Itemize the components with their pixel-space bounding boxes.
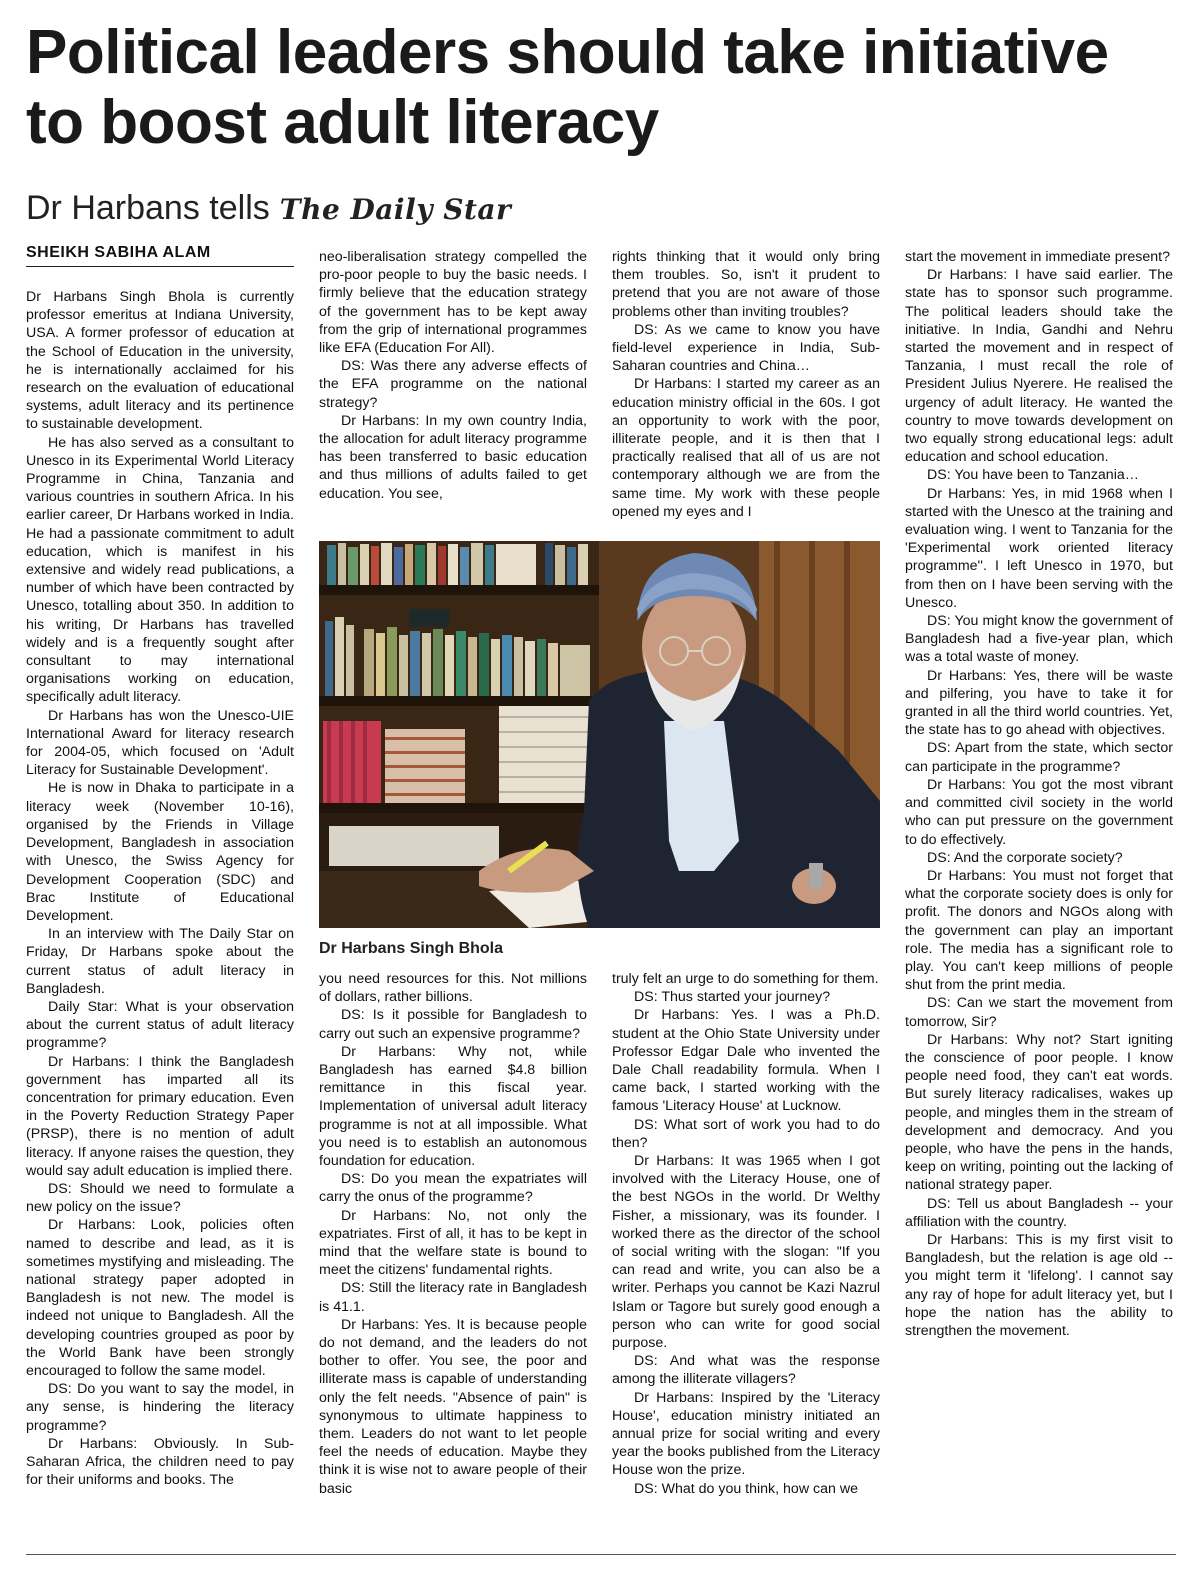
photo-caption: Dr Harbans Singh Bhola (319, 940, 504, 957)
paragraph: Dr Harbans: You got the most vibrant and committed civil society in the world who can put pressure on the government to do effectively. (905, 776, 1173, 848)
paragraph: Dr Harbans Singh Bhola is currently professor emeritus at Indiana University, USA. A former professor of education at the School of Education in the university, he is internationally acclaimed for his research on the evaluation of educational systems, adult literacy and its pertinence to sustainable development. (26, 289, 294, 433)
paragraph: DS: And what was the response among the illiterate villagers? (612, 1353, 880, 1388)
paragraph: Dr Harbans: Why not, while Bangladesh has earned $4.8 billion remittance in this fiscal year. Implementation of universal adult literacy programme is not at all impossible. What you need is to establish an autonomous foundation for education. (319, 1043, 587, 1170)
paragraph: DS: Still the literacy rate in Bangladesh is 41.1. (319, 1280, 587, 1315)
paragraph: you need resources for this. Not millions of dollars, rather billions. (319, 971, 587, 1006)
paragraph: DS: Should we need to formulate a new policy on the issue? (26, 1180, 294, 1216)
column-4 (905, 248, 1173, 1544)
paragraph: DS: Thus started your journey? (634, 989, 831, 1006)
paragraph: rights thinking that it would only bring them troubles. So, isn't it prudent to pretend that you are not aware of those problems other than inviting troubles? (612, 249, 880, 320)
paragraph: Dr Harbans: Yes. It is because people do not demand, and the leaders do not bother to offer. You see, the poor and illiterate mass is capable of understanding only the felt needs. "Absence of pain" is synonymous to ultimate happiness to them. Leaders do not want to let people feel the needs of education. Maybe they think it is wise not to aware people of their basic (319, 1316, 587, 1497)
paragraph: In an interview with The Daily Star on Friday, Dr Harbans spoke about the current status of adult literacy in Bangladesh. (26, 926, 294, 997)
subheadline (26, 188, 511, 230)
paragraph: He is now in Dhaka to participate in a literacy week (November 10-16), organised by the Friends in Village Development, Bangladesh in association with Unesco, the Swiss Agency for Development Cooperation (SDC) and Brac Institute of Educational Development. (26, 780, 294, 924)
paragraph: DS: Do you want to say the model, in any sense, is hindering the literacy programme? (26, 1381, 294, 1434)
paragraph: DS: Tell us about Bangladesh -- your affiliation with the country. (905, 1195, 1173, 1230)
bottom-rule (26, 1554, 1176, 1555)
paragraph: Dr Harbans: No, not only the expatriates. First of all, it has to be kept in mind that the welfare state is bound to meet the citizens' fundamental rights. (319, 1207, 587, 1279)
paragraph: Daily Star: What is your observation about the current status of adult literacy programme? (26, 998, 294, 1052)
portrait-photo (319, 541, 880, 928)
paragraph: Dr Harbans: Yes, in mid 1968 when I started with the Unesco at the training and evaluation wing. I went to Tanzania for the 'Experimental work oriented literacy programme''. I left Unesco in 1970, but from then on I have been serving with the Unesco. (905, 485, 1173, 611)
paragraph: DS: Do you mean the expatriates will carry the onus of the programme? (319, 1171, 587, 1206)
paragraph: DS: You might know the government of Bangladesh had a five-year plan, which was a total waste of money. (905, 613, 1173, 666)
paragraph: Dr Harbans: Yes, there will be waste and pilfering, you have to take it for granted in all the third world countries. Yet, the state has to go ahead with objectives. (905, 667, 1173, 739)
paragraph: Dr Harbans: Obviously. In Sub-Saharan Africa, the children need to pay for their uniforms and books. The (26, 1435, 294, 1489)
paragraph: start the movement in immediate present? (905, 249, 1170, 265)
column-2-bottom (319, 970, 587, 1544)
column-3-top (612, 248, 880, 528)
paragraph: DS: What sort of work you had to do then? (612, 1116, 880, 1151)
paragraph: DS: And the corporate society? (927, 849, 1123, 866)
headline (26, 18, 1176, 158)
paragraph: Dr Harbans: Inspired by the 'Literacy House', education ministry initiated an annual prize for social writing and every year the books published from the Literacy House won the prize. (612, 1389, 880, 1479)
paragraph: Dr Harbans: It was 1965 when I got involved with the Literacy House, one of the best NGOs in the world. Dr Welthy Fisher, a missionary, was its founder. I worked there as the director of the school of social writing with the slogan: "If you can read and write, you can also be a writer. Perhaps you cannot be Kazi Nazrul Islam or Tagore but surely good enough a person who can write for good social purpose. (612, 1153, 880, 1352)
paragraph: DS: Can we start the movement from tomorrow, Sir? (905, 995, 1173, 1030)
paragraph: Dr Harbans: I have said earlier. The state has to sponsor such programme. The political leaders should take the initiative. In India, Gandhi and Nehru started the movement and in respect of Tanzania, I must recall the role of President Julius Nyerere. He realised the urgency of adult literacy. He wanted the country to move towards development on two equally strong educational legs: adult education and school education. (905, 267, 1173, 466)
column-2-top (319, 248, 587, 528)
paragraph: DS: Was there any adverse effects of the EFA programme on the national strategy? (319, 358, 587, 411)
paragraph: Dr Harbans: I started my career as an education ministry official in the 60s. I got an opportunity to work with the poor, illiterate people, and it is then that I practically realised that all of us are not contemporary although we are from the same time. My work with these people opened my eyes and I (612, 376, 880, 520)
headline-line-2: to boost adult literacy (26, 88, 659, 157)
paragraph: DS: You have been to Tanzania… (927, 467, 1139, 484)
paragraph: He has also served as a consultant to Unesco in its Experimental World Literacy Programme in China, Tanzania and various countries in southern Africa. In his earlier career, Dr Harbans worked in India. He had a passionate commitment to adult education, which is manifest in his extensive and widely read publications, a number of which have been contracted by Unesco, totalling about 350. In addition to his writing, Dr Harbans has travelled widely and is a frequently sought after consultant to may international organisations working on education, specifically adult literacy. (26, 434, 294, 706)
paragraph: Dr Harbans: This is my first visit to Bangladesh, but the relation is age old -- you might term it 'lifelong'. I cannot say any ray of hope for adult literacy yet, but I hope the nation has the ability to strengthen the movement. (905, 1231, 1173, 1339)
paragraph: truly felt an urge to do something for them. (612, 971, 879, 987)
subhead-text: Dr Harbans tells (26, 189, 270, 227)
paragraph: DS: As we came to know you have field-level experience in India, Sub-Saharan countries and China… (612, 321, 880, 375)
daily-star-masthead: The Daily Star (279, 193, 512, 226)
paragraph: neo-liberalisation strategy compelled the pro-poor people to buy the basic needs. I firmly believe that the education strategy of the government has to be kept away from the grip of international programmes like EFA (Education For All). (319, 249, 587, 357)
paragraph: Dr Harbans: Look, policies often named to describe and lead, as it is sometimes mystifying and misleading. The national strategy paper adopted in Bangladesh is not new. The model is indeed not unique to Bangladesh. All the developing countries grouped as poor by the World Bank have been strongly encouraged to follow the same model. (26, 1217, 294, 1379)
paragraph: DS: Is it possible for Bangladesh to carry out such an expensive programme? (319, 1007, 587, 1042)
paragraph: Dr Harbans: In my own country India, the allocation for adult literacy programme has been transferred to basic education and thus millions of adults failed to get education. You see, (319, 412, 587, 502)
paragraph: DS: Apart from the state, which sector can participate in the programme? (905, 740, 1173, 775)
paragraph: Dr Harbans: You must not forget that what the corporate society does is only for profit. The donors and NGOs along with the government can play an important role. The media has a significant role to play. You can't keep millions of people shut from the print media. (905, 867, 1173, 994)
paragraph: Dr Harbans: Why not? Start igniting the conscience of poor people. I know people need food, they can't eat words. But surely literacy radicalises, wakes up people, and mingles them in the stream of development and democracy. And you people, who have the pens in the hands, keep on writing, pointing out the lacking of national strategy paper. (905, 1031, 1173, 1194)
paragraph: Dr Harbans: Yes. I was a Ph.D. student at the Ohio State University under Professor Edgar Dale who invented the Dale Chall readability formula. When I came back, I started working with the famous 'Literacy House' at Lucknow. (612, 1007, 880, 1115)
column-3-bottom (612, 970, 880, 1544)
portrait-illustration (319, 541, 880, 928)
byline: SHEIKH SABIHA ALAM (26, 244, 294, 267)
headline-line-1: Political leaders should take initiative (26, 18, 1109, 87)
column-1 (26, 288, 294, 1544)
paragraph: Dr Harbans: I think the Bangladesh government has imparted all its concentration for primary education. Even in the Poverty Reduction Strategy Paper (PRSP), there is no mention of adult literacy. If anyone raises the question, they would say adult education is implied there. (26, 1053, 294, 1179)
paragraph: Dr Harbans has won the Unesco-UIE International Award for literacy research for 2004-05, which focused on 'Adult Literacy for Sustainable Development'. (26, 707, 294, 779)
paragraph: DS: What do you think, how can we (634, 1480, 858, 1497)
